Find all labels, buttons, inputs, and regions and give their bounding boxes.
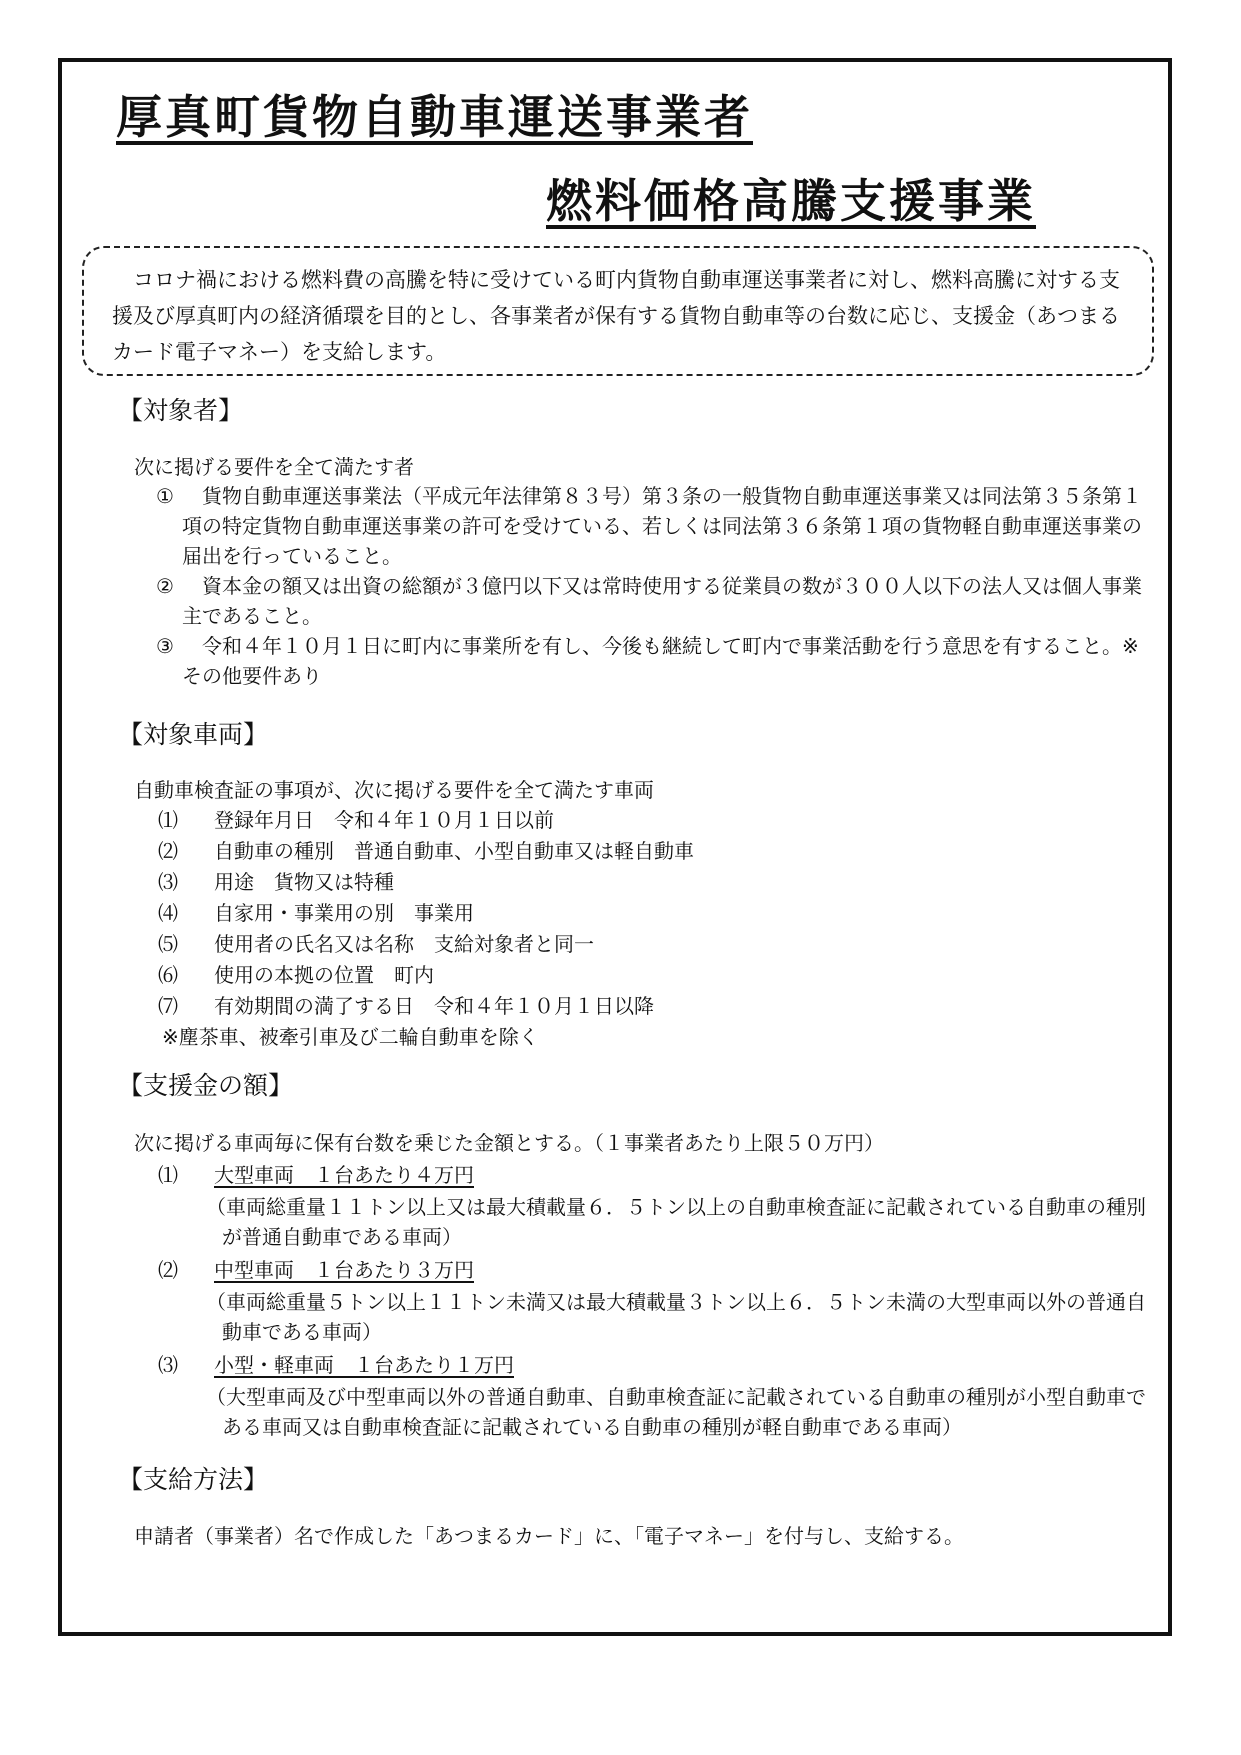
vehicle-item-text: 使用者の氏名又は名称 支給対象者と同一 [214,932,594,956]
amount-item-note: （大型車両及び中型車両以外の普通自動車、自動車検査証に記載されている自動車の種別が小型自動車である車両又は自動車検査証に記載されている自動車の種別が軽自動車である車両） [206,1385,1146,1439]
amount-lead: 次に掲げる車両毎に保有台数を乗じた金額とする。（１事業者あたり上限５０万円） [134,1131,884,1155]
intro-box [82,246,1154,376]
amount-item [158,1160,474,1190]
title-line-2: 燃料価格高騰支援事業 [546,174,1036,228]
target-item-3-num: ③ [156,634,174,658]
heading-target: 【対象者】 [118,396,244,425]
heading-vehicle: 【対象車両】 [118,720,269,749]
title-line-1: 厚真町貨物自動車運送事業者 [116,90,753,144]
target-item-3-text: 令和４年１０月１日に町内に事業所を有し、今後も継続して町内で事業活動を行う意思を有すること。※その他要件あり [182,634,1139,688]
vehicle-note: ※塵茶車、被牽引車及び二輪自動車を除く [162,1025,539,1049]
vehicle-item-num: ⑹ [158,963,178,987]
vehicle-item [158,929,594,959]
amount-item-label: 中型車両 １台あたり３万円 [214,1258,474,1282]
vehicle-item-text: 有効期間の満了する日 令和４年１０月１日以降 [214,994,654,1018]
vehicle-item-text: 用途 貨物又は特種 [214,870,394,894]
heading-amount: 【支援金の額】 [118,1071,294,1100]
amount-item-num: ⑴ [158,1163,178,1187]
vehicle-item-num: ⑺ [158,994,178,1018]
vehicle-item-num: ⑸ [158,932,178,956]
vehicle-item-text: 自家用・事業用の別 事業用 [214,901,474,925]
amount-item-note: （車両総重量１１トン以上又は最大積載量６．５トン以上の自動車検査証に記載されている自動車の種別が普通自動車である車両） [206,1195,1146,1249]
amount-item-num: ⑵ [158,1258,178,1282]
amount-item [158,1350,514,1380]
heading-method: 【支給方法】 [118,1465,269,1494]
vehicle-item [158,867,394,897]
vehicle-item [158,805,554,835]
vehicle-item [158,836,694,866]
method-text: 申請者（事業者）名で作成した「あつまるカード」に、「電子マネー」を付与し、支給する。 [134,1524,964,1548]
intro-text: コロナ禍における燃料費の高騰を特に受けている町内貨物自動車運送事業者に対し、燃料高騰に対する支援及び厚真町内の経済循環を目的とし、各事業者が保有する貨物自動車等の台数に応じ、支援金（あつまるカード電子マネー）を支給します。 [112,268,1120,364]
vehicle-item-num: ⑷ [158,901,178,925]
vehicle-item-text: 自動車の種別 普通自動車、小型自動車又は軽自動車 [214,839,694,863]
amount-item-label: 小型・軽車両 １台あたり１万円 [214,1353,514,1377]
vehicle-lead: 自動車検査証の事項が、次に掲げる要件を全て満たす車両 [134,778,654,802]
target-item-2-num: ② [156,574,174,598]
target-item-1-num: ① [156,484,174,508]
vehicle-item-text: 使用の本拠の位置 町内 [214,963,434,987]
target-lead: 次に掲げる要件を全て満たす者 [134,455,414,479]
vehicle-item [158,991,654,1021]
target-item-1-text: 貨物自動車運送事業法（平成元年法律第８３号）第３条の一般貨物自動車運送事業又は同法第３５条第１項の特定貨物自動車運送事業の許可を受けている、若しくは同法第３６条第１項の貨物軽自動車運送事業の届出を行っていること。 [182,484,1142,568]
amount-item-note: （車両総重量５トン以上１１トン未満又は最大積載量３トン以上６．５トン未満の大型車両以外の普通自動車である車両） [206,1290,1146,1344]
vehicle-item [158,898,474,928]
amount-item [158,1255,474,1285]
amount-item-label: 大型車両 １台あたり４万円 [214,1163,474,1187]
vehicle-item-text: 登録年月日 令和４年１０月１日以前 [214,808,554,832]
vehicle-item-num: ⑵ [158,839,178,863]
target-item-2-text: 資本金の額又は出資の総額が３億円以下又は常時使用する従業員の数が３００人以下の法人又は個人事業主であること。 [182,574,1142,628]
vehicle-item-num: ⑶ [158,870,178,894]
vehicle-item [158,960,434,990]
vehicle-item-num: ⑴ [158,808,178,832]
amount-item-num: ⑶ [158,1353,178,1377]
